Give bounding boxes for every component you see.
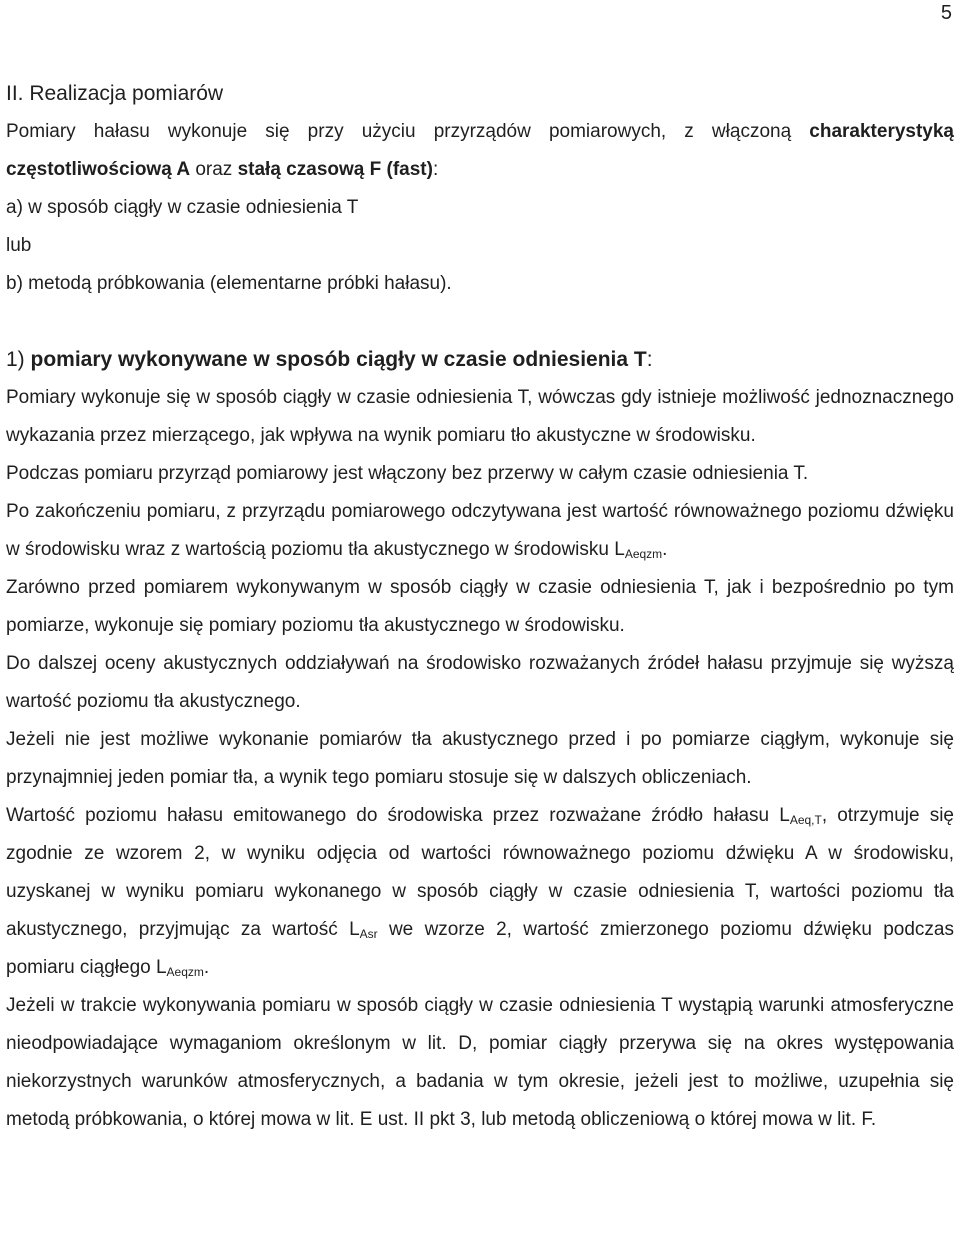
paragraph-7-a: Wartość poziomu hałasu emitowanego do środowiska przez rozważane źródło hałasu L <box>6 805 790 826</box>
option-a: a) w sposób ciągły w czasie odniesienia T <box>6 197 359 218</box>
paragraph-2: Podczas pomiaru przyrząd pomiarowy jest włączony bez przerwy w całym czasie odniesienia T. <box>6 463 809 484</box>
intro-text-2: oraz <box>190 159 238 180</box>
subsection-title-text: pomiary wykonywane w sposób ciągły w czasie odniesienia T <box>30 348 647 371</box>
subsection-colon: : <box>646 348 653 371</box>
paragraph-3 <box>6 493 954 569</box>
option-or: lub <box>6 235 32 256</box>
paragraph-7-b: , otrzymuje się zgodnie ze wzorem 2, w wyniku odjęcia od wartości równoważnego poziomu dźwięku A w środowisku, uzyskanej w wyniku pomiaru wykonanego w sposób ciągły w czasie odniesienia T, wartości poziomu tła akustycznego, przyjmując za wartość L <box>6 805 954 940</box>
intro-text-1: Pomiary hałasu wykonuje się przy użyciu przyrządów pomiarowych, z włączoną <box>6 121 810 142</box>
paragraph-5: Do dalszej oceny akustycznych oddziaływań na środowisko rozważanych źródeł hałasu przyjmuje się wyższą wartość poziomu tła akustycznego. <box>6 653 954 712</box>
paragraph-3-text: Po zakończeniu pomiaru, z przyrządu pomiarowego odczytywana jest wartość równoważnego poziomu dźwięku w środowisku wraz z wartością poziomu tła akustycznego w środowisku L <box>6 501 954 560</box>
paragraph-7-subscript-2: Asr <box>359 927 378 941</box>
page-number: 5 <box>940 2 952 24</box>
intro-paragraph <box>6 113 954 189</box>
paragraph-3-end: . <box>662 539 668 560</box>
paragraph-3-subscript: Aeqzm <box>624 547 663 561</box>
document-body <box>6 75 954 1139</box>
paragraph-7-subscript-1: Aeq,T <box>789 813 822 827</box>
paragraph-7-d: . <box>203 957 210 978</box>
option-b: b) metodą próbkowania (elementarne próbki hałasu). <box>6 273 452 294</box>
intro-text-3: : <box>432 159 439 180</box>
paragraph-1: Pomiary wykonuje się w sposób ciągły w czasie odniesienia T, wówczas gdy istnieje możliwość jednoznacznego wykazania przez mierzącego, jak wpływa na wynik pomiaru tło akustyczne w środowisku. <box>6 387 954 446</box>
section-title: II. Realizacja pomiarów <box>6 82 224 105</box>
subsection-title <box>6 341 954 379</box>
spacer <box>6 303 954 341</box>
paragraph-4: Zarówno przed pomiarem wykonywanym w sposób ciągły w czasie odniesienia T, jak i bezpośrednio po tym pomiarze, wykonuje się pomiary poziomu tła akustycznego w środowisku. <box>6 577 954 636</box>
paragraph-6: Jeżeli nie jest możliwe wykonanie pomiarów tła akustycznego przed i po pomiarze ciągłym, wykonuje się przynajmniej jeden pomiar tła, a wynik tego pomiaru stosuje się w dalszych obliczeniach. <box>6 729 954 788</box>
paragraph-7 <box>6 797 954 987</box>
intro-bold-1: charakterystyką częstotliwościową A <box>6 121 954 180</box>
paragraph-7-c: we wzorze 2, wartość zmierzonego poziomu dźwięku podczas pomiaru ciągłego L <box>6 919 954 978</box>
intro-bold-2: stałą czasową F (fast) <box>237 159 433 180</box>
paragraph-8: Jeżeli w trakcie wykonywania pomiaru w sposób ciągły w czasie odniesienia T wystąpią warunki atmosferyczne nieodpowiadające wymaganiom określonym w lit. D, pomiar ciągły przerywa się na okres występowania niekorzystnych warunków atmosferycznych, a badania w tym okresie, jeżeli jest to możliwe, uzupełnia się metodą próbkowania, o której mowa w lit. E ust. II pkt 3, lub metodą obliczeniową o której mowa w lit. F. <box>6 995 954 1130</box>
paragraph-7-subscript-3: Aeqzm <box>166 965 204 979</box>
subsection-number: 1) <box>6 348 31 371</box>
